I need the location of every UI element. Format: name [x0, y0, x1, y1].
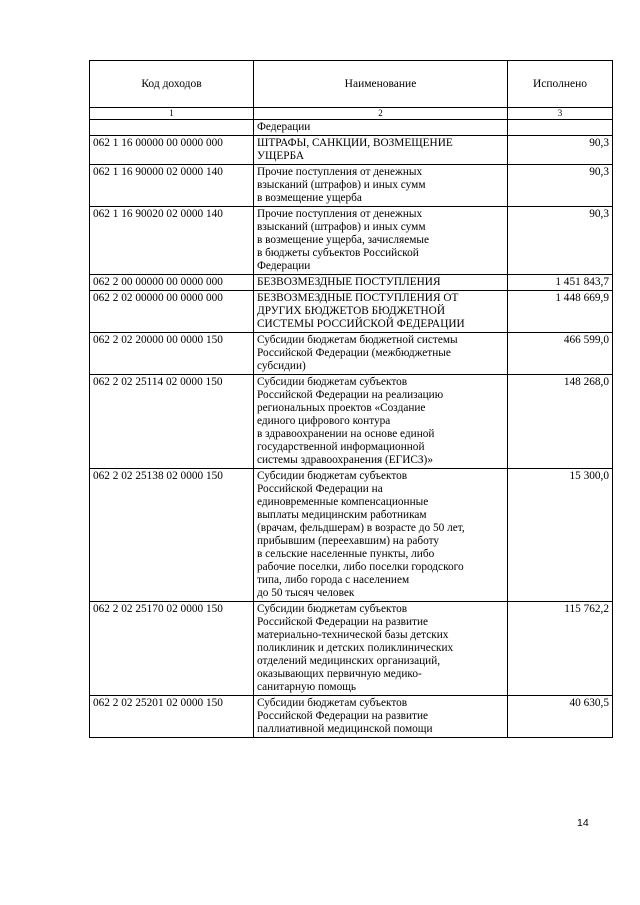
revenue-name-line: в бюджеты субъектов Российской	[257, 247, 419, 259]
revenue-name-line: государственной информационной	[257, 441, 425, 453]
revenue-name-line: в возмещение ущерба	[257, 192, 362, 204]
column-number-row	[90, 108, 613, 120]
table-row	[90, 136, 613, 165]
executed-amount: 148 268,0	[508, 375, 613, 469]
revenue-code: 062 2 02 25170 02 0000 150	[90, 602, 254, 696]
revenue-name-line: взысканий (штрафов) и иных сумм	[257, 179, 426, 191]
revenue-code: 062 2 00 00000 00 0000 000	[90, 275, 254, 291]
revenue-name	[254, 469, 508, 602]
executed-amount: 1 448 669,9	[508, 291, 613, 333]
revenue-name-line: отделений медицинских организаций,	[257, 655, 441, 667]
table-row	[90, 120, 613, 136]
revenue-name-line: Субсидии бюджетам субъектов	[257, 376, 408, 388]
revenue-code: 062 1 16 90020 02 0000 140	[90, 207, 254, 275]
revenue-name-line: Федерации	[257, 121, 311, 133]
revenue-name-line: в сельские населенные пункты, либо	[257, 548, 435, 560]
revenue-name-line: Прочие поступления от денежных	[257, 208, 423, 220]
table-row	[90, 333, 613, 375]
revenue-name-line: Федерации	[257, 260, 311, 272]
revenue-name	[254, 136, 508, 165]
revenue-name-line: Субсидии бюджетам бюджетной системы	[257, 334, 458, 346]
revenue-name	[254, 291, 508, 333]
revenue-name-line: УЩЕРБА	[257, 150, 305, 162]
revenue-name-line: взысканий (штрафов) и иных сумм	[257, 221, 426, 233]
header-code: Код доходов	[90, 61, 254, 108]
revenue-name-line: материально-технической базы детских	[257, 629, 449, 641]
table-row	[90, 291, 613, 333]
revenue-name-line: СИСТЕМЫ РОССИЙСКОЙ ФЕДЕРАЦИИ	[257, 318, 465, 330]
executed-amount: 90,3	[508, 136, 613, 165]
table-row	[90, 602, 613, 696]
revenue-name-line: в возмещение ущерба, зачисляемые	[257, 234, 429, 246]
revenue-name-line: (врачам, фельдшерам) в возрасте до 50 лет,	[257, 522, 465, 534]
revenue-name-line: рабочие поселки, либо поселки городского	[257, 561, 464, 573]
revenue-name-line: БЕЗВОЗМЕЗДНЫЕ ПОСТУПЛЕНИЯ	[257, 276, 441, 288]
header-name: Наименование	[254, 61, 508, 108]
table-header-row	[90, 61, 613, 108]
revenue-code: 062 1 16 00000 00 0000 000	[90, 136, 254, 165]
revenue-name-line: в здравоохранении на основе единой	[257, 428, 435, 440]
revenue-name	[254, 602, 508, 696]
executed-amount: 466 599,0	[508, 333, 613, 375]
table-row	[90, 375, 613, 469]
revenue-name-line: типа, либо города с населением	[257, 574, 410, 586]
revenue-name	[254, 120, 508, 136]
revenue-name-line: до 50 тысяч человек	[257, 587, 355, 599]
revenue-name-line: санитарную помощь	[257, 681, 357, 693]
table-row	[90, 275, 613, 291]
executed-amount: 90,3	[508, 165, 613, 207]
revenue-code: 062 2 02 00000 00 0000 000	[90, 291, 254, 333]
revenue-name	[254, 375, 508, 469]
revenue-name-line: единого цифрового контура	[257, 415, 391, 427]
revenue-name-line: прибывшим (переехавшим) на работу	[257, 535, 440, 547]
executed-amount: 40 630,5	[508, 696, 613, 738]
revenue-code: 062 1 16 90000 02 0000 140	[90, 165, 254, 207]
revenue-name-line: Российской Федерации на развитие	[257, 616, 429, 628]
revenue-code	[90, 120, 254, 136]
executed-amount: 15 300,0	[508, 469, 613, 602]
header-executed: Исполнено	[508, 61, 613, 108]
table-body	[90, 120, 613, 738]
revenue-name-line: Субсидии бюджетам субъектов	[257, 470, 408, 482]
executed-amount: 1 451 843,7	[508, 275, 613, 291]
revenue-name-line: ШТРАФЫ, САНКЦИИ, ВОЗМЕЩЕНИЕ	[257, 137, 453, 149]
revenue-name-line: Российской Федерации (межбюджетные	[257, 347, 451, 359]
revenue-name-line: единовременные компенсационные	[257, 496, 429, 508]
page-number: 14	[577, 817, 589, 829]
revenue-name-line: оказывающих первичную медико-	[257, 668, 422, 680]
revenue-name	[254, 207, 508, 275]
table-row	[90, 207, 613, 275]
revenue-name	[254, 696, 508, 738]
revenue-code: 062 2 02 20000 00 0000 150	[90, 333, 254, 375]
revenue-name-line: Российской Федерации на	[257, 483, 383, 495]
table-row	[90, 469, 613, 602]
revenue-name-line: региональных проектов «Создание	[257, 402, 426, 414]
revenue-name-line: БЕЗВОЗМЕЗДНЫЕ ПОСТУПЛЕНИЯ ОТ	[257, 292, 459, 304]
column-number: 3	[508, 108, 613, 120]
revenue-name-line: поликлиник и детских поликлинических	[257, 642, 454, 654]
revenue-name	[254, 165, 508, 207]
revenue-name-line: Российской Федерации на развитие	[257, 710, 429, 722]
revenue-code: 062 2 02 25114 02 0000 150	[90, 375, 254, 469]
table-row	[90, 165, 613, 207]
revenue-name-line: субсидии)	[257, 360, 306, 372]
revenue-table	[89, 60, 613, 738]
column-number: 1	[90, 108, 254, 120]
revenue-name-line: Российской Федерации на реализацию	[257, 389, 444, 401]
revenue-name-line: ДРУГИХ БЮДЖЕТОВ БЮДЖЕТНОЙ	[257, 305, 445, 317]
revenue-code: 062 2 02 25201 02 0000 150	[90, 696, 254, 738]
executed-amount	[508, 120, 613, 136]
executed-amount: 90,3	[508, 207, 613, 275]
revenue-code: 062 2 02 25138 02 0000 150	[90, 469, 254, 602]
revenue-name	[254, 333, 508, 375]
table-row	[90, 696, 613, 738]
revenue-name-line: выплаты медицинским работникам	[257, 509, 427, 521]
revenue-name-line: Субсидии бюджетам субъектов	[257, 603, 408, 615]
revenue-name-line: паллиативной медицинской помощи	[257, 723, 433, 735]
revenue-name	[254, 275, 508, 291]
revenue-name-line: Субсидии бюджетам субъектов	[257, 697, 408, 709]
column-number: 2	[254, 108, 508, 120]
executed-amount: 115 762,2	[508, 602, 613, 696]
revenue-name-line: Прочие поступления от денежных	[257, 166, 423, 178]
revenue-name-line: системы здравоохранения (ЕГИСЗ)»	[257, 454, 433, 466]
